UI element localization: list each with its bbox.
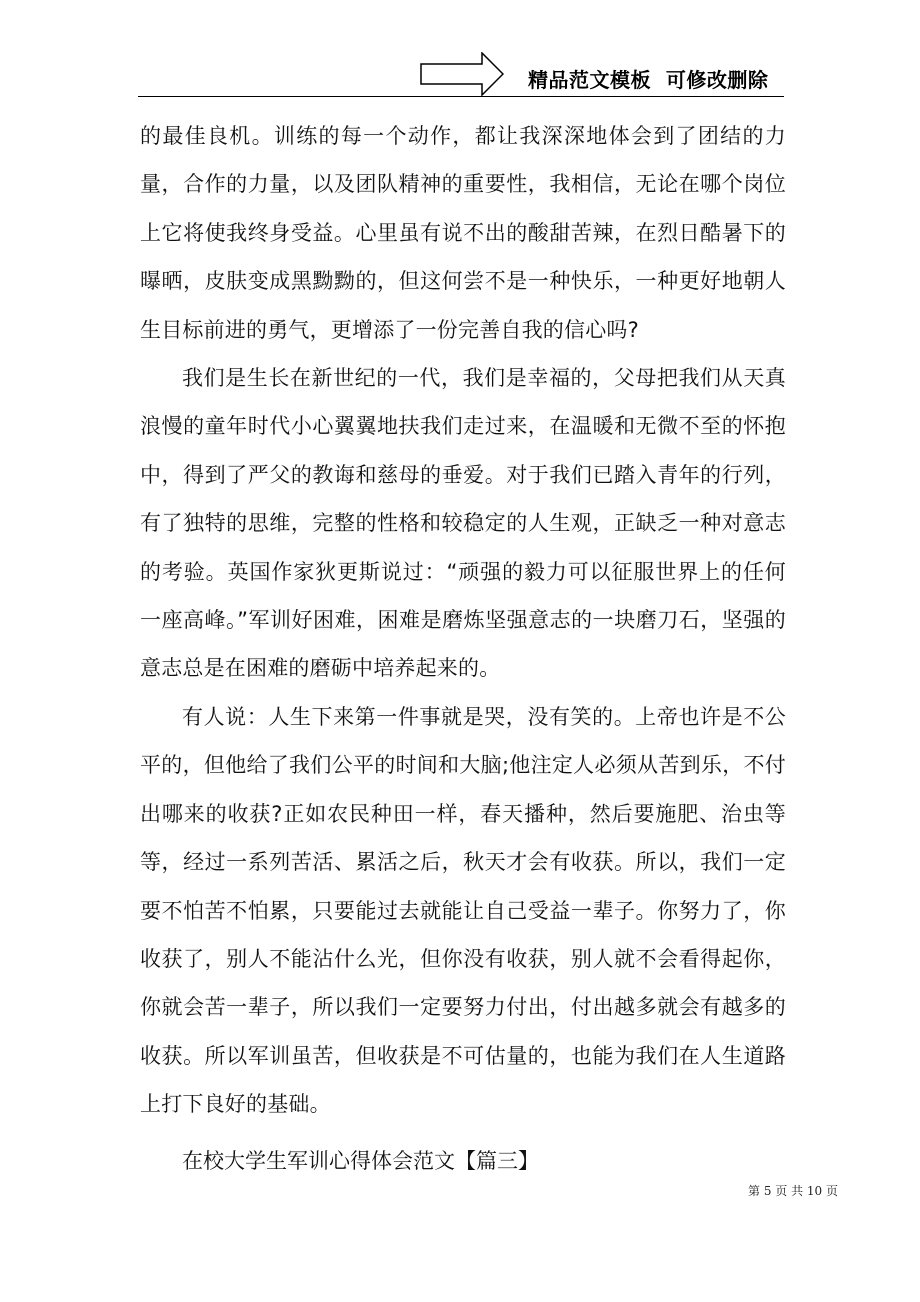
arrow-icon bbox=[420, 52, 504, 96]
section-heading: 在校大学生军训心得体会范文【篇三】 bbox=[182, 1148, 539, 1173]
paragraph-continuation: 的最佳良机。训练的每一个动作，都让我深深地体会到了团结的力量，合作的力量，以及团队精神的重要性，我相信，无论在哪个岗位上它将使我终身受益。心里虽有说不出的酸甜苦辣，在烈日酷暑下的曝晒，皮肤变成黑黝黝的，但这何尝不是一种快乐，一种更好地朝人生目标前进的勇气，更增添了一份完善自我的信心吗? bbox=[140, 124, 786, 342]
document-body bbox=[140, 112, 786, 1185]
paragraph: 我们是生长在新世纪的一代，我们是幸福的，父母把我们从天真浪慢的童年时代小心翼翼地扶我们走过来，在温暖和无微不至的怀抱中，得到了严父的教诲和慈母的垂爱。对于我们已踏入青年的行列，有了独特的思维，完整的性格和较稳定的人生观，正缺乏一种对意志的考验。英国作家狄更斯说过：“顽强的毅力可以征服世界上的任何一座高峰。”军训好困难，困难是磨炼坚强意志的一块磨刀石，坚强的意志总是在困难的磨砺中培养起来的。 bbox=[140, 366, 786, 681]
page-number: 第 5 页 共 10 页 bbox=[748, 1184, 838, 1198]
paragraph: 有人说：人生下来第一件事就是哭，没有笑的。上帝也许是不公平的，但他给了我们公平的时间和大脑;他注定人必须从苦到乐，不付出哪来的收获?正如农民种田一样，春天播种，然后要施肥、治虫等等，经过一系列苦活、累活之后，秋天才会有收获。所以，我们一定要不怕苦不怕累，只要能过去就能让自己受益一辈子。你努力了，你收获了，别人不能沾什么光，但你没有收获，别人就不会看得起你，你就会苦一辈子，所以我们一定要努力付出，付出越多就会有越多的收获。所以军训虽苦，但收获是不可估量的，也能为我们在人生道路上打下良好的基础。 bbox=[140, 704, 786, 1117]
header-divider bbox=[138, 96, 784, 97]
header-title: 精品范文模板 可修改删除 bbox=[528, 68, 769, 92]
